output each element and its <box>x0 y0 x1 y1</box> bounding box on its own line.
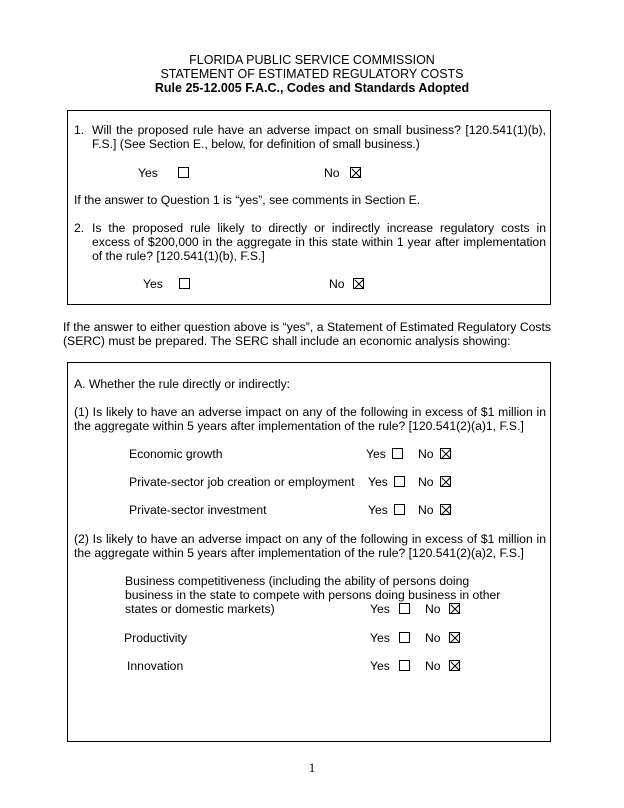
question-2-number: 2. <box>74 221 85 235</box>
question-2-yes-label: Yes <box>143 277 163 291</box>
competitiveness-no-checkbox[interactable] <box>449 603 460 614</box>
job-creation-label: Private-sector job creation or employment <box>129 475 355 489</box>
economic-growth-no-label: No <box>418 447 434 461</box>
serc-paragraph-line-1: If the answer to either question above is “yes”, a Statement of Estimated Regulatory Costs <box>63 320 551 334</box>
page-number: 1 <box>308 760 316 775</box>
productivity-label: Productivity <box>124 631 187 645</box>
investment-yes-checkbox[interactable] <box>394 504 405 515</box>
competitiveness-line-1: Business competitiveness (including the ability of persons doing <box>125 574 470 588</box>
economic-growth-yes-label: Yes <box>366 447 386 461</box>
header-line-3: Rule 25-12.005 F.A.C., Codes and Standards Adopted <box>154 81 470 95</box>
innovation-label: Innovation <box>127 659 184 673</box>
productivity-no-label: No <box>425 631 441 645</box>
small-business-box <box>67 110 551 305</box>
question-2-line-2: excess of $200,000 in the aggregate in this state within 1 year after implementation <box>92 235 546 249</box>
part-1-line-1: (1) Is likely to have an adverse impact on any of the following in excess of $1 million in <box>74 405 546 419</box>
question-1-line-1: Will the proposed rule have an adverse impact on small business? [120.541(1)(b), <box>92 123 546 137</box>
question-1-yes-label: Yes <box>138 166 158 180</box>
economic-growth-yes-checkbox[interactable] <box>392 448 403 459</box>
productivity-yes-label: Yes <box>370 631 390 645</box>
question-2-no-label: No <box>329 277 345 291</box>
part-1-line-2: the aggregate within 5 years after implementation of the rule? [120.541(2)(a)1, F.S.] <box>74 419 524 433</box>
question-1-yes-checkbox[interactable] <box>178 167 189 178</box>
competitiveness-line-3: states or domestic markets) <box>125 602 275 616</box>
innovation-yes-label: Yes <box>370 659 390 673</box>
competitiveness-line-2: business in the state to compete with persons doing business in other <box>125 588 501 602</box>
question-2-yes-checkbox[interactable] <box>179 278 190 289</box>
productivity-yes-checkbox[interactable] <box>399 632 410 643</box>
competitiveness-yes-label: Yes <box>370 602 390 616</box>
competitiveness-yes-checkbox[interactable] <box>399 603 410 614</box>
job-creation-yes-label: Yes <box>368 475 388 489</box>
investment-no-label: No <box>418 503 434 517</box>
question-1-no-checkbox[interactable] <box>350 167 361 178</box>
economic-growth-no-checkbox[interactable] <box>440 448 451 459</box>
economic-analysis-box <box>67 362 551 742</box>
serc-paragraph-line-2: (SERC) must be prepared. The SERC shall include an economic analysis showing: <box>63 334 511 348</box>
header-line-2: STATEMENT OF ESTIMATED REGULATORY COSTS <box>160 67 464 81</box>
header-line-1: FLORIDA PUBLIC SERVICE COMMISSION <box>189 53 435 67</box>
innovation-yes-checkbox[interactable] <box>399 660 410 671</box>
job-creation-yes-checkbox[interactable] <box>394 476 405 487</box>
economic-growth-label: Economic growth <box>129 447 223 461</box>
question-1-note: If the answer to Question 1 is “yes”, see comments in Section E. <box>74 193 421 207</box>
investment-no-checkbox[interactable] <box>440 504 451 515</box>
innovation-no-label: No <box>425 659 441 673</box>
question-2-no-checkbox[interactable] <box>353 278 364 289</box>
section-a-heading: A. Whether the rule directly or indirectly: <box>74 377 291 391</box>
job-creation-no-label: No <box>418 475 434 489</box>
question-2-line-1: Is the proposed rule likely to directly or indirectly increase regulatory costs in <box>92 221 546 235</box>
question-2-line-3: of the rule? [120.541(1)(b), F.S.] <box>92 249 265 263</box>
competitiveness-no-label: No <box>425 602 441 616</box>
job-creation-no-checkbox[interactable] <box>440 476 451 487</box>
question-1-line-2: F.S.] (See Section E., below, for definition of small business.) <box>92 137 420 151</box>
part-2-line-2: the aggregate within 5 years after implementation of the rule? [120.541(2)(a)2, F.S.] <box>74 546 524 560</box>
productivity-no-checkbox[interactable] <box>449 632 460 643</box>
question-1-no-label: No <box>324 166 340 180</box>
investment-yes-label: Yes <box>368 503 388 517</box>
innovation-no-checkbox[interactable] <box>449 660 460 671</box>
part-2-line-1: (2) Is likely to have an adverse impact on any of the following in excess of $1 million in <box>74 532 546 546</box>
investment-label: Private-sector investment <box>129 503 267 517</box>
question-1-number: 1. <box>74 123 85 137</box>
